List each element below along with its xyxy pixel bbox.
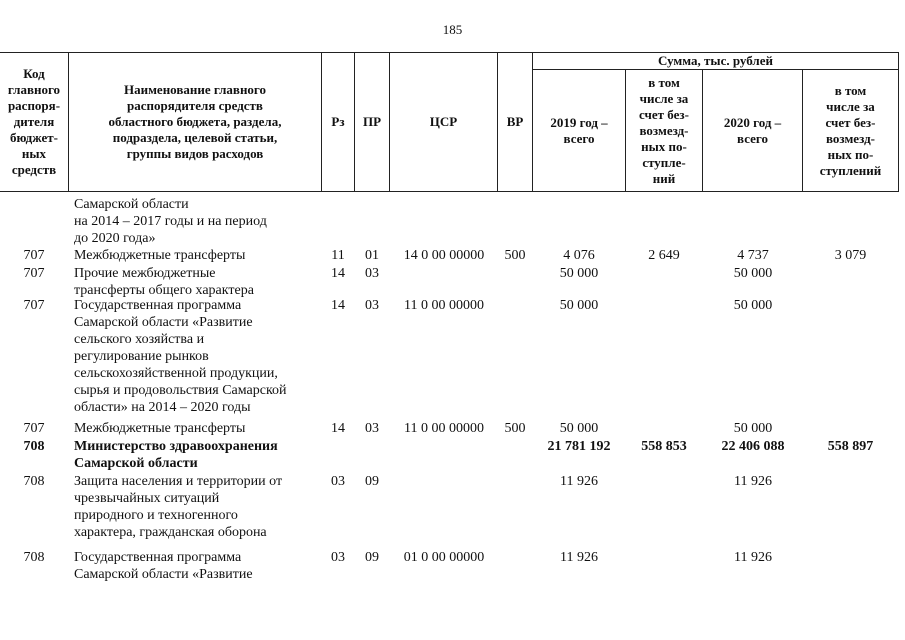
- cell-s2020: 22 406 088: [721, 439, 785, 454]
- cell-csr: 01 0 00 00000: [403, 550, 485, 565]
- cell-name: Прочие межбюджетные трансферты общего характера: [74, 266, 254, 298]
- header-name: Наименование главного распорядителя средств областного бюджета, раздела, подраздела, целевой статьи, группы видов расходов: [108, 82, 282, 161]
- cell-pr: 01: [365, 248, 379, 263]
- header-2020-grants: в том числе за счет без- возмезд- ных по- ступлений: [819, 82, 882, 178]
- cell-s2020: 11 926: [734, 550, 772, 565]
- cell-s2020: 50 000: [733, 421, 773, 436]
- cell-code: 708: [23, 439, 45, 454]
- cell-s2019: 11 926: [560, 474, 598, 489]
- cell-s2020: 50 000: [733, 298, 773, 313]
- cell-name: Межбюджетные трансферты: [74, 248, 246, 263]
- table-body: [0, 192, 905, 640]
- page-number: 185: [442, 22, 463, 37]
- cell-csr: 11 0 00 00000: [404, 298, 484, 313]
- cell-s2019-grants: 2 649: [648, 248, 680, 263]
- cell-rz: 03: [331, 550, 345, 565]
- cell-pr: 09: [365, 550, 379, 565]
- cell-csr: 11 0 00 00000: [404, 421, 484, 436]
- header-code: Код главного распоря- дителя бюджет- ных средств: [7, 66, 61, 177]
- header-2019-grants: в том числе за счет без- возмезд- ных по- ступле- ний: [639, 74, 689, 186]
- cell-code: 708: [23, 550, 45, 565]
- column-divider: [898, 52, 899, 192]
- cell-code: 708: [23, 474, 45, 489]
- cell-s2020: 4 737: [737, 248, 769, 263]
- cell-s2020-grants: 3 079: [834, 248, 867, 263]
- cell-pr: 03: [365, 266, 379, 281]
- header-csr: ЦСР: [429, 114, 458, 129]
- cell-s2019: 50 000: [559, 298, 599, 313]
- cell-s2019: 50 000: [559, 421, 599, 436]
- cell-s2020-grants: 558 897: [827, 439, 874, 454]
- cell-pr: 03: [365, 298, 379, 313]
- header-2020-total: 2020 год – всего: [723, 114, 782, 146]
- cell-pr: 03: [365, 421, 379, 436]
- cell-s2019: 11 926: [560, 550, 598, 565]
- cell-code: 707: [23, 266, 45, 281]
- header-rz: Рз: [331, 114, 345, 129]
- cell-s2019: 50 000: [559, 266, 599, 281]
- cell-rz: 14: [331, 298, 345, 313]
- cell-pr: 09: [365, 474, 379, 489]
- cell-name: Защита населения и территории от чрезвычайных ситуаций природного и техногенного характера, гражданская оборона: [74, 474, 283, 540]
- cell-name: Министерство здравоохранения Самарской области: [74, 439, 278, 471]
- cell-name: Государственная программа Самарской области «Развитие: [74, 550, 253, 582]
- cell-vr: 500: [504, 248, 526, 263]
- cell-s2020: 50 000: [733, 266, 773, 281]
- cell-s2019-grants: 558 853: [641, 439, 687, 454]
- cell-csr: 14 0 00 00000: [403, 248, 485, 263]
- cell-name: Самарской области на 2014 – 2017 годы и на период до 2020 года»: [74, 197, 267, 246]
- header-2019-total: 2019 год – всего: [550, 114, 608, 146]
- cell-s2019: 4 076: [563, 248, 595, 263]
- cell-name: Межбюджетные трансферты: [74, 421, 246, 436]
- cell-code: 707: [23, 421, 45, 436]
- budget-table-header: [0, 52, 905, 192]
- header-vr: ВР: [506, 114, 524, 129]
- cell-name: Государственная программа Самарской области «Развитие сельского хозяйства и регулирование рынков сельскохозяйственной продукции, сырья и продовольствия Самарской области» на 2014 – 2020 годы: [74, 298, 287, 415]
- cell-rz: 14: [331, 266, 345, 281]
- cell-code: 707: [23, 298, 45, 313]
- cell-s2020: 11 926: [734, 474, 772, 489]
- cell-rz: 14: [331, 421, 345, 436]
- cell-s2019: 21 781 192: [547, 439, 611, 454]
- header-pr: ПР: [362, 114, 382, 129]
- cell-vr: 500: [504, 421, 526, 436]
- cell-rz: 11: [331, 248, 345, 263]
- cell-rz: 03: [331, 474, 345, 489]
- header-amount-group: Сумма, тыс. рублей: [658, 52, 773, 68]
- cell-code: 707: [23, 248, 45, 263]
